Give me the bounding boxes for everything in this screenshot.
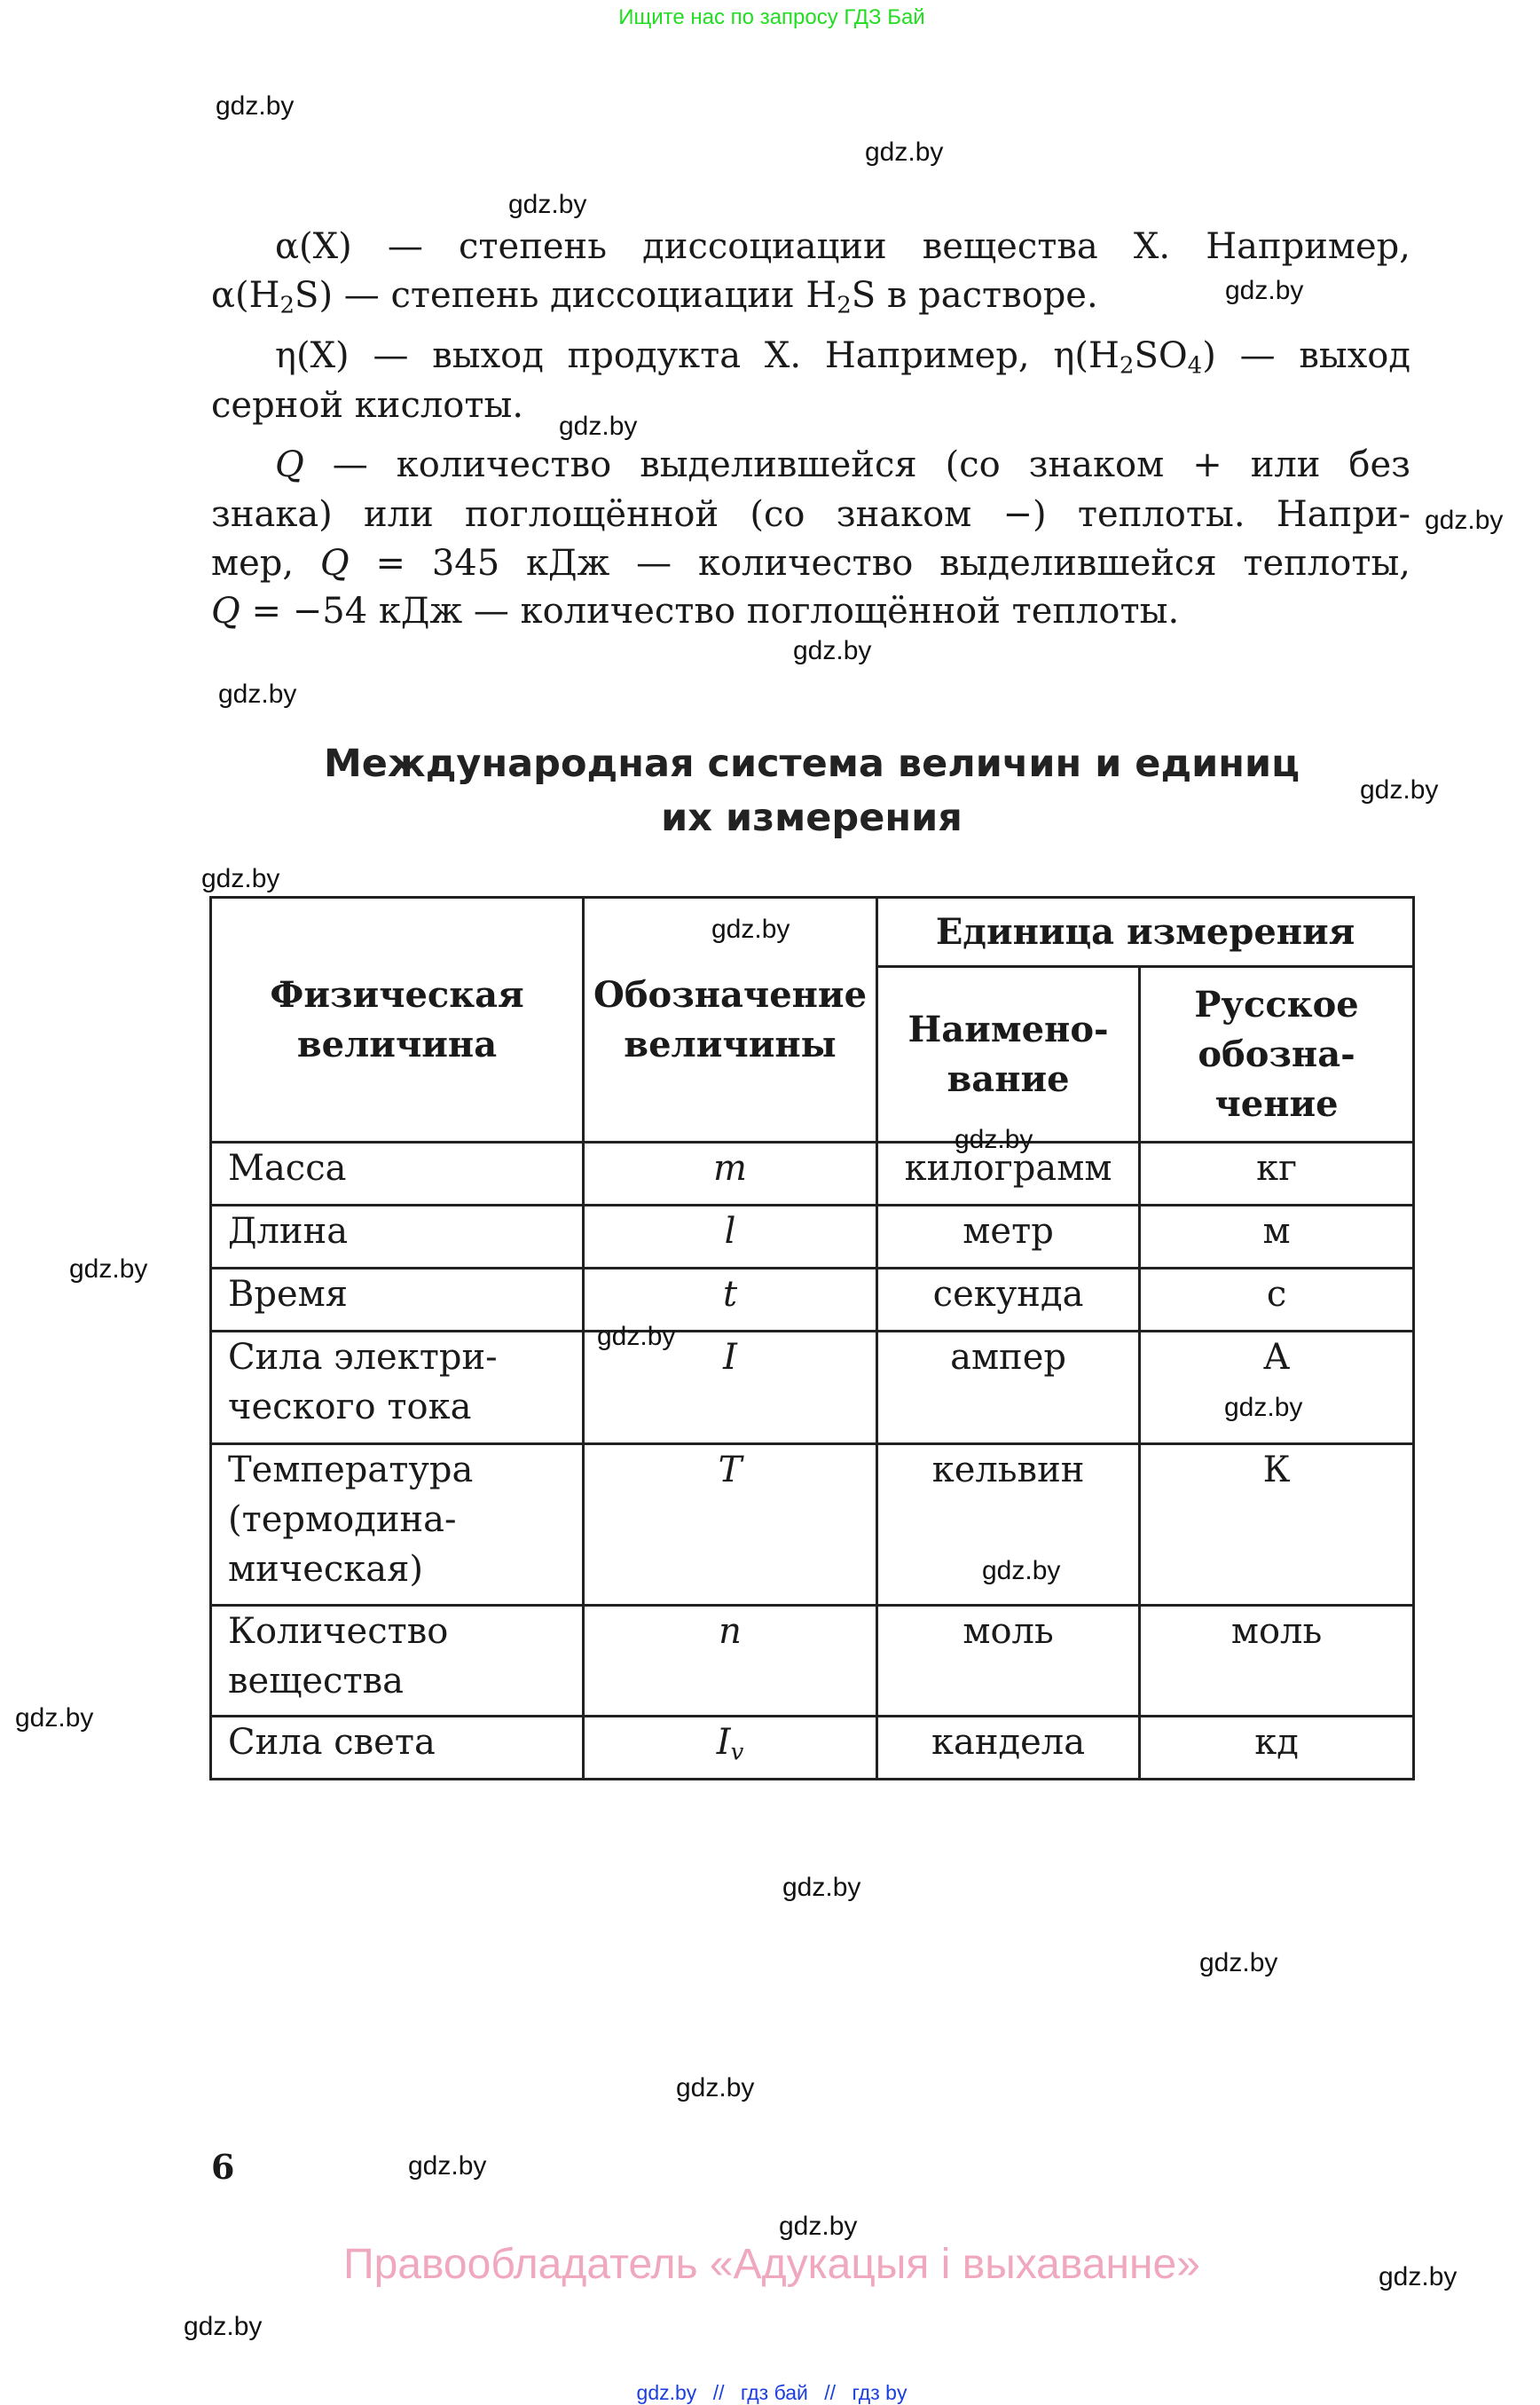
cell-unit-name: метр	[877, 1206, 1140, 1269]
watermark: gdz.by	[508, 190, 587, 219]
text-line: α(X) — степень диссоциации вещества X. Например,	[275, 226, 1410, 267]
variable: Q	[319, 543, 350, 584]
header-unit-group: Единица измерения	[877, 898, 1414, 967]
text-fragment: S) — степень диссоциации H	[295, 275, 837, 316]
footer-link-gdz-by-ru[interactable]: гдз by	[852, 2381, 908, 2404]
header-unit-name: Наимено-вание	[877, 967, 1140, 1143]
search-banner-link[interactable]: Ищите нас по запросу ГДЗ Бай	[618, 5, 925, 29]
cell-unit-ru: кд	[1140, 1717, 1414, 1780]
watermark: gdz.by	[782, 1873, 861, 1902]
section-heading: Международная система величин и единиц	[323, 742, 1300, 786]
watermark: gdz.by	[15, 1703, 94, 1733]
watermark: gdz.by	[1360, 775, 1439, 805]
footer-link-gdz-by[interactable]: gdz.by	[636, 2381, 697, 2404]
cell-unit-name: моль	[877, 1606, 1140, 1717]
table-row	[211, 1606, 1414, 1717]
table-row	[211, 1143, 1414, 1206]
cell-unit-name: кандела	[877, 1717, 1140, 1780]
cell-quantity: Длина	[211, 1206, 584, 1269]
watermark: gdz.by	[1224, 1393, 1303, 1422]
text-line	[211, 334, 1410, 378]
cell-symbol: I	[584, 1332, 877, 1444]
cell-quantity: Масса	[211, 1143, 584, 1206]
watermark: gdz.by	[865, 138, 944, 167]
cell-symbol: m	[584, 1143, 877, 1206]
cell-quantity: Температура (термодина-мическая)	[211, 1444, 584, 1606]
footer-separator: //	[824, 2381, 837, 2404]
variable: Q	[275, 444, 304, 485]
text-line: знака) или поглощённой (со знаком −) теплоты. Напри-	[211, 494, 1410, 535]
footer-links	[0, 2381, 1540, 2405]
watermark: gdz.by	[408, 2151, 487, 2181]
cell-unit-ru: с	[1140, 1269, 1414, 1332]
watermark: gdz.by	[559, 412, 638, 441]
footer-separator: //	[712, 2381, 725, 2404]
watermark: gdz.by	[982, 1556, 1061, 1585]
watermark: gdz.by	[1379, 2262, 1458, 2291]
text-line	[211, 541, 1410, 586]
text-line	[211, 443, 1410, 487]
watermark: gdz.by	[69, 1254, 148, 1284]
subscript: 2	[279, 292, 295, 319]
watermark: gdz.by	[1199, 1948, 1278, 1977]
header-symbol: Обозначение величины	[584, 898, 877, 1143]
watermark: gdz.by	[1225, 276, 1304, 305]
watermark: gdz.by	[711, 915, 790, 944]
text-line: серной кислоты.	[211, 385, 524, 426]
subscript: 2	[837, 292, 852, 319]
text-fragment: = 345 кДж — количество выделившейся теплоты,	[349, 543, 1410, 584]
cell-unit-name: секунда	[877, 1269, 1140, 1332]
watermark: gdz.by	[793, 636, 872, 665]
cell-quantity: Сила света	[211, 1717, 584, 1780]
cell-unit-ru: м	[1140, 1206, 1414, 1269]
cell-symbol	[584, 1717, 877, 1780]
watermark: gdz.by	[955, 1125, 1033, 1154]
watermark: gdz.by	[201, 864, 280, 893]
cell-symbol: l	[584, 1206, 877, 1269]
watermark: gdz.by	[184, 2312, 263, 2341]
text-fragment: α(H	[211, 275, 280, 316]
watermark: gdz.by	[1425, 506, 1504, 535]
cell-unit-ru: моль	[1140, 1606, 1414, 1717]
watermark: gdz.by	[216, 91, 295, 121]
cell-quantity: Время	[211, 1269, 584, 1332]
symbol-text: I	[716, 1722, 731, 1763]
cell-symbol: n	[584, 1606, 877, 1717]
cell-quantity: Количество вещества	[211, 1606, 584, 1717]
table-row	[211, 1717, 1414, 1780]
cell-unit-ru: К	[1140, 1444, 1414, 1606]
header-unit-ru: Русское обозна-чение	[1140, 967, 1414, 1143]
copyright-notice: Правообладатель «Адукацыя і выхаванне»	[343, 2241, 1200, 2288]
cell-quantity: Сила электри-ческого тока	[211, 1332, 584, 1444]
subscript: 4	[1187, 352, 1203, 380]
cell-unit-name: кельвин	[877, 1444, 1140, 1606]
cell-symbol: T	[584, 1444, 877, 1606]
table-row	[211, 1332, 1414, 1444]
si-units-table	[209, 896, 1415, 1780]
subscript: 2	[1119, 352, 1135, 380]
table-row	[211, 1206, 1414, 1269]
text-fragment: мер,	[211, 543, 320, 584]
text-fragment: S в растворе.	[851, 275, 1098, 316]
watermark: gdz.by	[779, 2212, 858, 2241]
section-heading: их измерения	[661, 796, 962, 840]
page-number: 6	[211, 2147, 235, 2187]
text-line	[211, 589, 1410, 633]
table-row	[211, 1269, 1414, 1332]
cell-unit-ru: кг	[1140, 1143, 1414, 1206]
text-fragment: ) — выход	[1202, 335, 1410, 376]
text-line	[211, 273, 1410, 318]
cell-unit-name: килограмм	[877, 1143, 1140, 1206]
watermark: gdz.by	[676, 2073, 755, 2102]
table-row	[211, 1444, 1414, 1606]
watermark: gdz.by	[597, 1322, 676, 1351]
text-fragment: η(X) — выход продукта X. Например, η(H	[275, 335, 1120, 376]
cell-unit-ru: А	[1140, 1332, 1414, 1444]
cell-unit-name: ампер	[877, 1332, 1140, 1444]
text-fragment: — количество выделившейся (со знаком + или без	[303, 444, 1410, 485]
cell-symbol: t	[584, 1269, 877, 1332]
variable: Q	[211, 591, 240, 632]
text-fragment: = −54 кДж — количество поглощённой теплоты.	[240, 591, 1180, 632]
watermark: gdz.by	[218, 680, 297, 709]
symbol-subscript: v	[730, 1739, 744, 1766]
footer-link-gdz-bai[interactable]: гдз бай	[740, 2381, 808, 2404]
header-quantity: Физическая величина	[211, 898, 584, 1143]
text-fragment: SO	[1134, 335, 1188, 376]
